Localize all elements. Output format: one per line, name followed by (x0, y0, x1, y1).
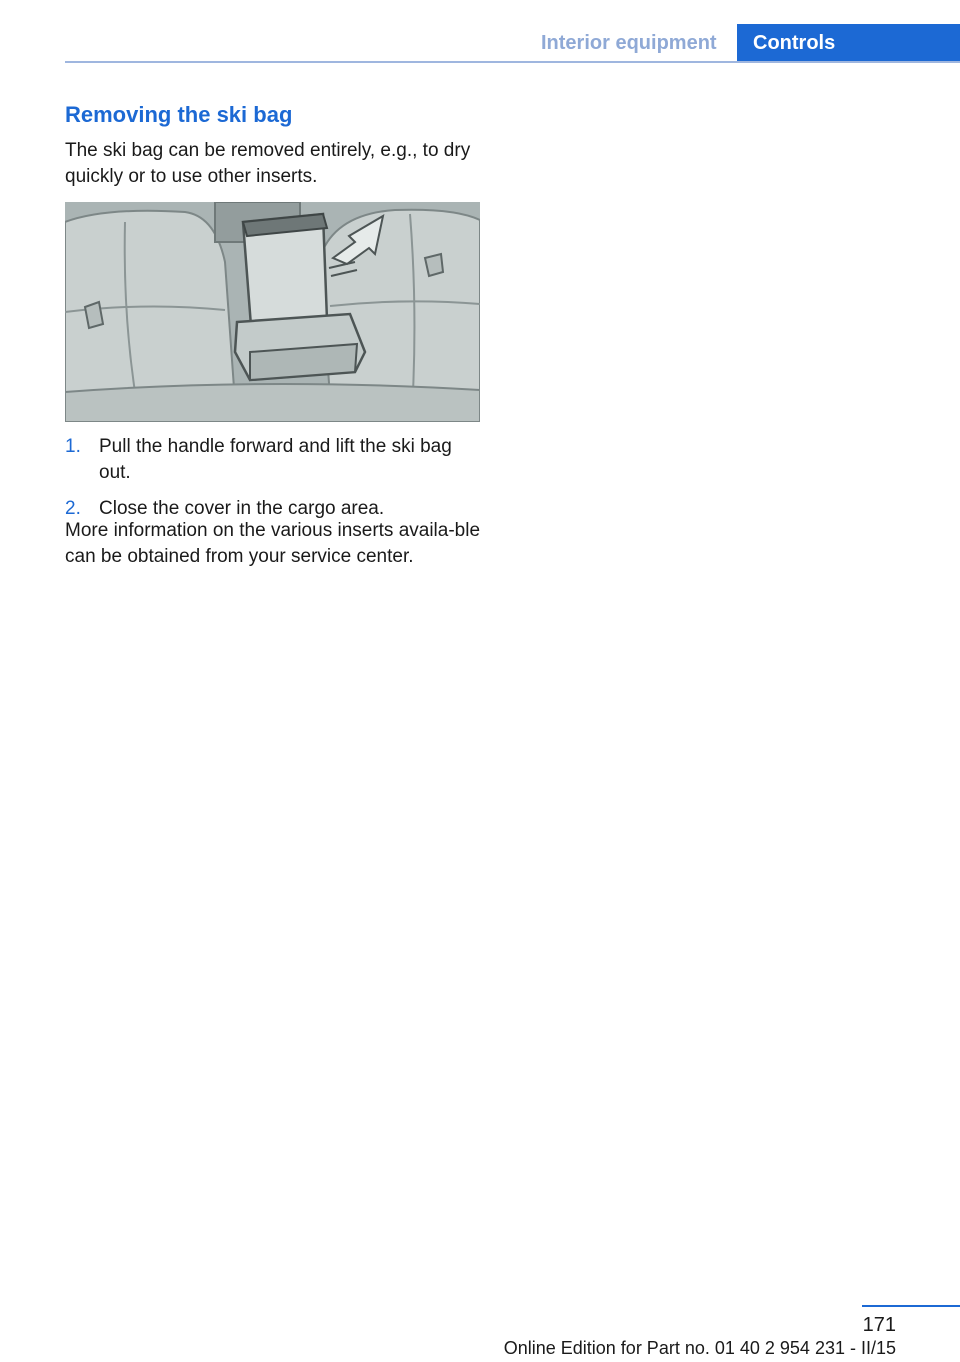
step-number: 1. (65, 436, 81, 457)
edition-line: Online Edition for Part no. 01 40 2 954 231 - II/15 (503, 1338, 896, 1358)
ski-bag-illustration (65, 202, 480, 422)
intro-paragraph: The ski bag can be removed entirely, e.g., to dry quickly or to use other inserts. (65, 140, 471, 187)
step-number: 2. (65, 498, 81, 519)
section-heading: Removing the ski bag (65, 102, 293, 127)
step-item (65, 434, 485, 486)
header-divider (65, 61, 960, 63)
header-chapter-tab[interactable]: Controls (737, 24, 960, 62)
header-section-title: Interior equipment (541, 32, 717, 54)
footer-divider (862, 1305, 960, 1307)
step-text: Close the cover in the cargo area. (99, 498, 385, 519)
page-number: 171 (862, 1314, 896, 1336)
step-text: Pull the handle forward and lift the ski bag out. (99, 436, 452, 483)
closing-paragraph: More information on the various inserts availa-ble can be obtained from your service center. (65, 520, 481, 567)
rear-seat-drawing (65, 202, 480, 422)
